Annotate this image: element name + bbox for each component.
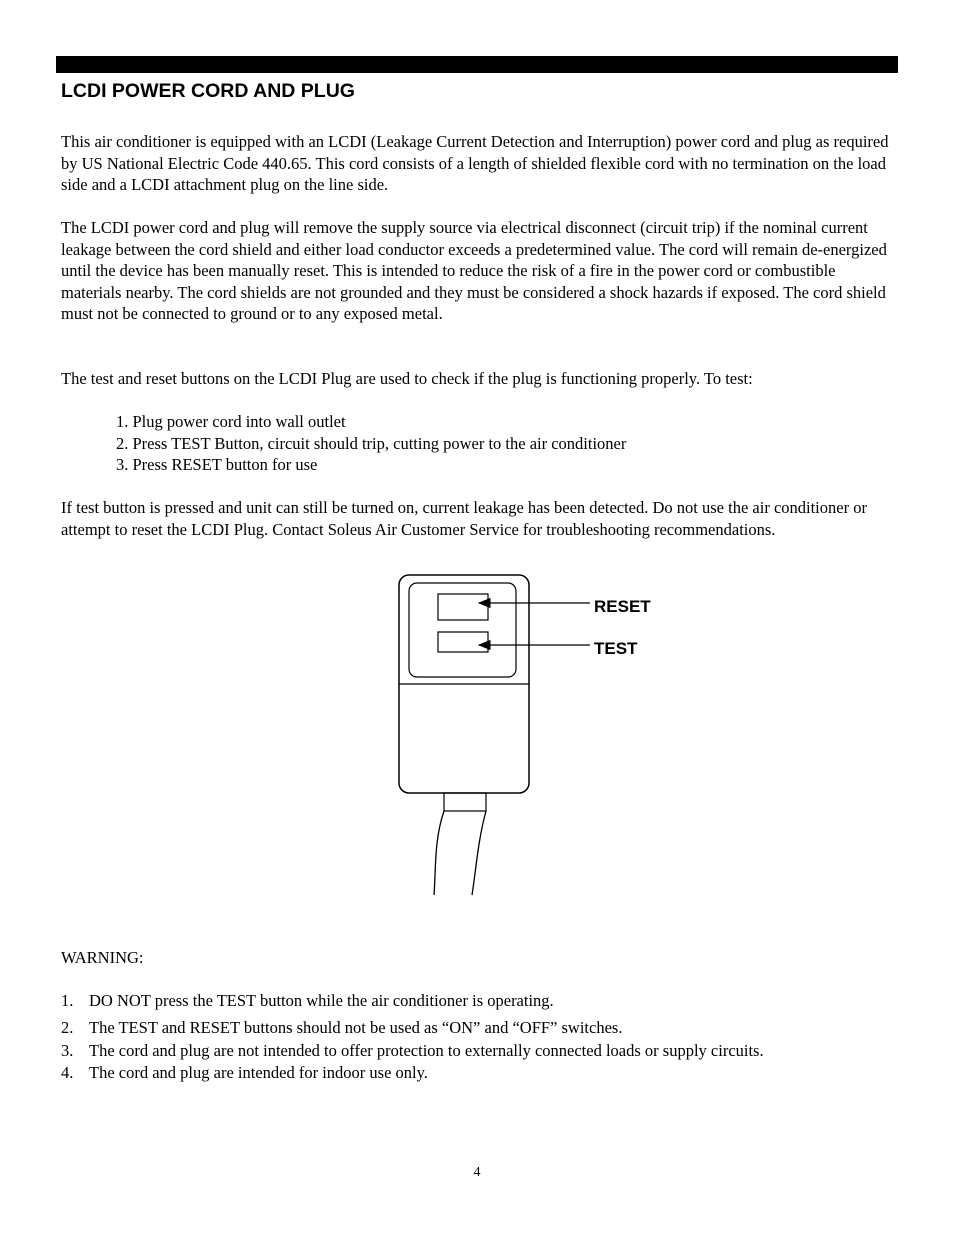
warning-item-1 [61, 991, 554, 1011]
test-step-3: 3. Press RESET button for use [116, 455, 318, 474]
warning-item-number: 4. [61, 1063, 74, 1082]
header-rule [56, 56, 898, 73]
test-button-shape [438, 632, 488, 652]
test-callout-label: TEST [594, 639, 638, 658]
warning-item-2 [61, 1018, 622, 1038]
function-paragraph: The LCDI power cord and plug will remove the supply source via electrical disconnect (circuit trip) if the nominal current leakage between the cord shield and either load conductor exceeds a predetermined value. The cord will remain de-energized until the device has been manually reset. This is intended to reduce the risk of a fire in the power cord or combustible materials nearby. The cord shields are not grounded and they must be considered a shock hazards if exposed. The cord shield must not be connected to ground or to any exposed metal. [61, 218, 887, 323]
warning-label: WARNING: [61, 948, 144, 967]
test-step-2: 2. Press TEST Button, circuit should trip, cutting power to the air conditioner [116, 433, 627, 453]
intro-paragraph: This air conditioner is equipped with an LCDI (Leakage Current Detection and Interruption) power cord and plug as required by US National Electric Code 440.65. This cord consists of a length of shielded flexible cord with no termination on the load side and a LCDI attachment plug on the line side. [61, 132, 889, 194]
warning-item-number: 1. [61, 991, 74, 1010]
warning-item-text: The cord and plug are not intended to offer protection to externally connected loads or supply circuits. [89, 1041, 764, 1060]
test-step-1: 1. Plug power cord into wall outlet [116, 412, 346, 431]
warning-item-number: 2. [61, 1018, 74, 1037]
warning-item-4 [61, 1063, 428, 1083]
warning-item-text: DO NOT press the TEST button while the air conditioner is operating. [89, 991, 554, 1010]
failure-paragraph: If test button is pressed and unit can still be turned on, current leakage has been detected. Do not use the air conditioner or attempt to reset the LCDI Plug. Contact Soleus Air Customer Service for troubleshooting recommendations. [61, 498, 867, 539]
section-heading: LCDI POWER CORD AND PLUG [61, 80, 355, 102]
test-steps-list [116, 411, 626, 476]
reset-button-shape [438, 594, 488, 620]
warning-item-text: The TEST and RESET buttons should not be used as “ON” and “OFF” switches. [89, 1018, 623, 1037]
lcdi-plug-figure [380, 565, 680, 905]
warning-item-text: The cord and plug are intended for indoor use only. [89, 1063, 428, 1082]
warning-item-number: 3. [61, 1041, 74, 1060]
page-number: 4 [473, 1165, 481, 1180]
test-intro-paragraph: The test and reset buttons on the LCDI Plug are used to check if the plug is functioning properly. To test: [61, 369, 753, 388]
reset-callout-label: RESET [594, 597, 651, 616]
warning-item-3 [61, 1041, 764, 1061]
